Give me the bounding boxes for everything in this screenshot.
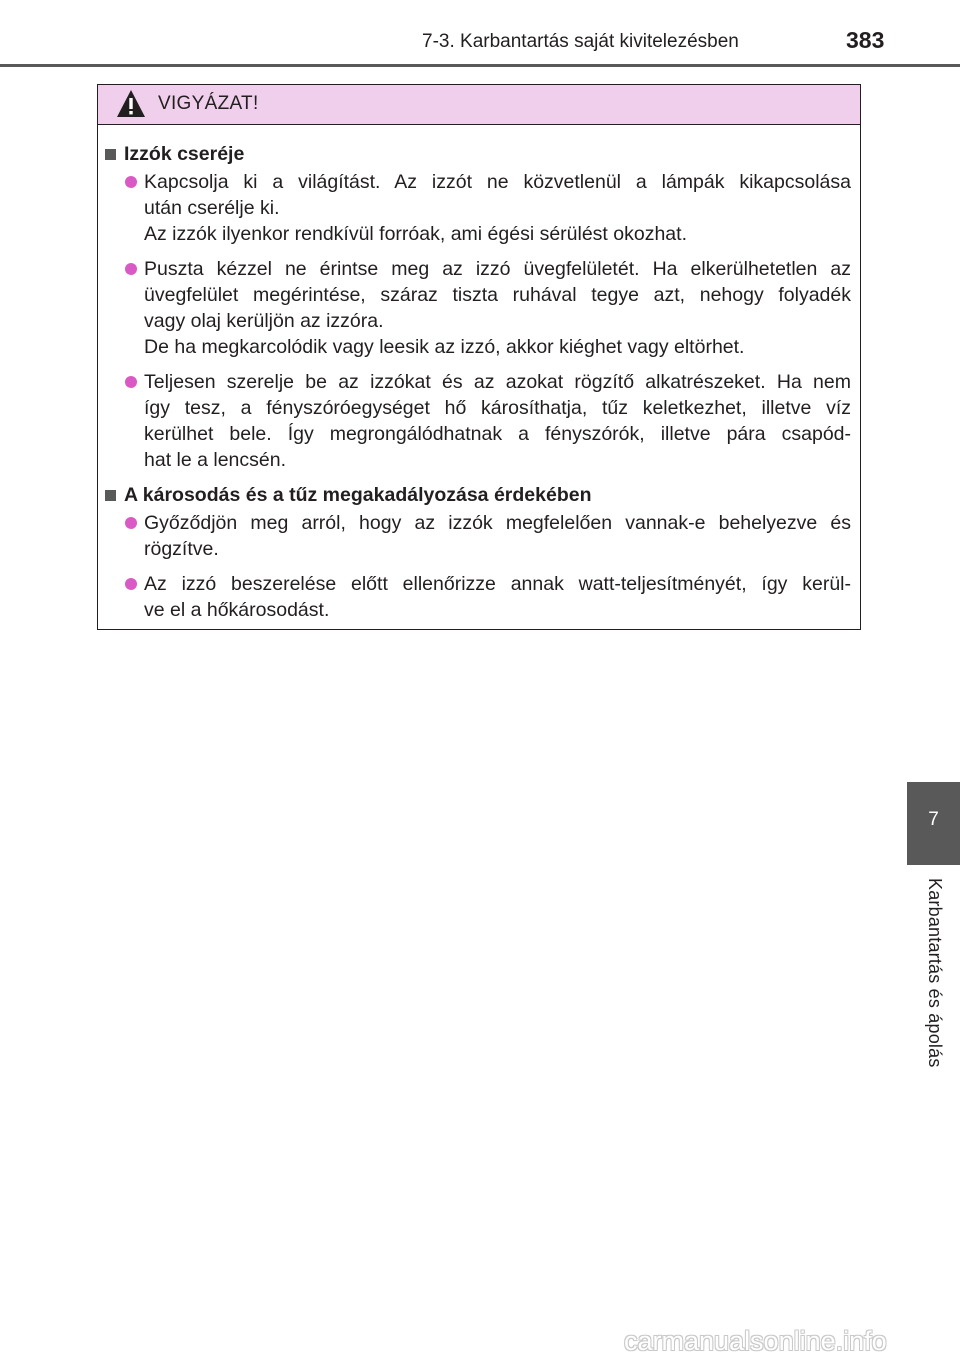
warning-section <box>105 482 851 623</box>
chapter-title-vertical <box>922 878 948 1093</box>
dot-bullet-icon <box>125 263 137 275</box>
item-line: De ha megkarcolódik vagy leesik az izzó, akkor kiéghet vagy eltörhet. <box>144 336 745 358</box>
square-bullet-icon <box>105 490 116 501</box>
list-item <box>105 169 851 247</box>
warning-title: VIGYÁZAT! <box>158 93 259 114</box>
dot-bullet-icon <box>125 578 137 590</box>
section-header: 7-3. Karbantartás saját kivitelezésben <box>422 31 739 52</box>
item-line: után cserélje ki. <box>144 197 280 219</box>
section-title <box>105 482 851 508</box>
dot-bullet-icon <box>125 517 137 529</box>
list-item <box>105 510 851 562</box>
chapter-title-text: Karbantartás és ápolás <box>925 878 945 1068</box>
section-title-text: Izzók cseréje <box>124 143 245 165</box>
warning-triangle-icon <box>116 89 146 118</box>
list-item <box>105 369 851 473</box>
item-line: kerülhet bele. Így megrongálódhatnak a fényszórók, illetve pára csapód- <box>144 423 851 445</box>
chapter-tab[interactable] <box>907 782 960 865</box>
item-line: rögzítve. <box>144 538 219 560</box>
section-title <box>105 141 851 167</box>
warning-box <box>97 84 861 630</box>
dot-bullet-icon <box>125 176 137 188</box>
watermark: carmanualsonline.info <box>624 1326 887 1356</box>
item-line: Az izzó beszerelése előtt ellenőrizze annak watt-teljesítményét, így kerül- <box>144 573 851 595</box>
item-line: Kapcsolja ki a világítást. Az izzót ne közvetlenül a lámpák kikapcsolása <box>144 171 851 193</box>
chapter-number: 7 <box>928 809 939 830</box>
page-number: 383 <box>846 27 885 53</box>
warning-section <box>105 141 851 473</box>
section-title-text: A károsodás és a tűz megakadályozása érdekében <box>124 484 592 506</box>
item-line: hat le a lencsén. <box>144 449 287 471</box>
square-bullet-icon <box>105 149 116 160</box>
warning-body <box>98 125 860 623</box>
item-line: Az izzók ilyenkor rendkívül forróak, ami égési sérülést okozhat. <box>144 223 687 245</box>
item-line: Győződjön meg arról, hogy az izzók megfelelően vannak-e behelyezve és <box>144 512 851 534</box>
item-line: így tesz, a fényszóróegységet hő károsíthatja, tűz keletkezhet, illetve víz <box>144 397 851 419</box>
item-line: üvegfelület megérintése, száraz tiszta ruhával tegye azt, nehogy folyadék <box>144 284 851 306</box>
header-divider <box>0 64 960 67</box>
item-line: ve el a hőkárosodást. <box>144 599 330 621</box>
list-item <box>105 256 851 360</box>
list-item <box>105 571 851 623</box>
warning-header <box>98 85 860 125</box>
item-line: Puszta kézzel ne érintse meg az izzó üvegfelületét. Ha elkerülhetetlen az <box>144 258 851 280</box>
item-line: vagy olaj kerüljön az izzóra. <box>144 310 384 332</box>
item-line: Teljesen szerelje be az izzókat és az azokat rögzítő alkatrészeket. Ha nem <box>144 371 851 393</box>
dot-bullet-icon <box>125 376 137 388</box>
